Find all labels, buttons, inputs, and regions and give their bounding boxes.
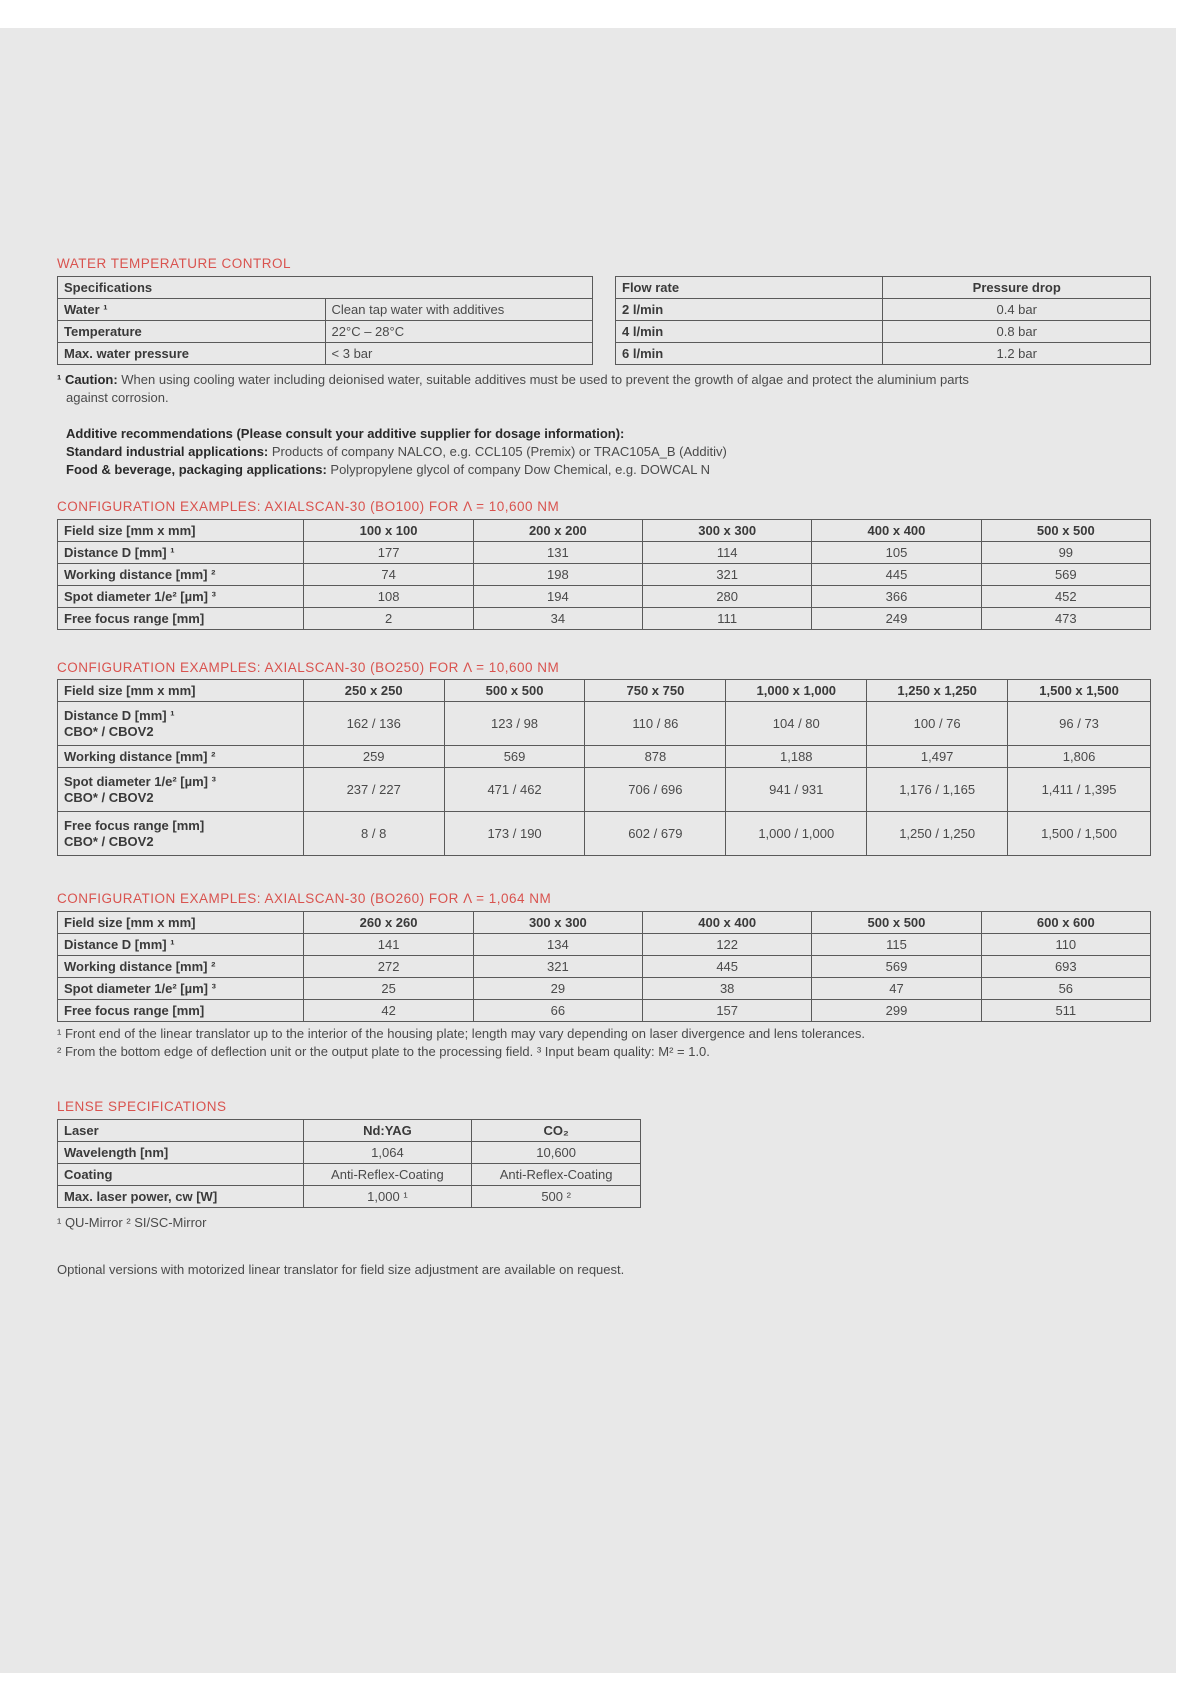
row-label: Spot diameter 1/e² [µm] ³ [58,586,304,608]
table-row [58,768,1151,812]
cell: 1,176 / 1,165 [867,768,1008,812]
flow-header: Flow rate [616,277,883,299]
water-flow-table [615,276,1151,365]
table-row [616,343,1151,365]
cell: 272 [304,956,473,978]
food-text: Polypropylene glycol of company Dow Chemical, e.g. DOWCAL N [326,462,710,477]
cell: 96 / 73 [1008,702,1151,746]
cell: 42 [304,1000,473,1022]
row-label [58,812,304,856]
bo250-section-title: CONFIGURATION EXAMPLES: AXIALSCAN-30 (BO250) FOR Λ = 10,600 NM [57,660,560,675]
row-label: 4 l/min [616,321,883,343]
cell: 47 [812,978,981,1000]
cell: 141 [304,934,473,956]
header-cell: 750 x 750 [585,680,726,702]
cell: 114 [643,542,812,564]
table-row [58,1164,641,1186]
cell: 445 [812,564,981,586]
industrial-label: Standard industrial applications: [66,444,269,459]
header-cell: Field size [mm x mm] [58,520,304,542]
table-row [58,343,593,365]
header-cell: 500 x 500 [812,912,981,934]
cell: 177 [304,542,473,564]
caution-note [57,371,1147,407]
cell: 1,250 / 1,250 [867,812,1008,856]
cell: 602 / 679 [585,812,726,856]
cell: 56 [981,978,1150,1000]
cell: 74 [304,564,473,586]
cell: 38 [643,978,812,1000]
header-cell: Nd:YAG [303,1120,472,1142]
cell: 10,600 [472,1142,641,1164]
cell: 99 [981,542,1150,564]
table-row [58,1000,1151,1022]
caution-label: ¹ Caution: [57,372,118,387]
header-cell: CO₂ [472,1120,641,1142]
water-section-title: WATER TEMPERATURE CONTROL [57,256,292,271]
footnote-1: ¹ Front end of the linear translator up to the interior of the housing plate; length may vary depending on laser divergence and lens tolerances. [57,1026,865,1041]
table-row [58,812,1151,856]
row-label: Distance D [mm] ¹ [58,934,304,956]
cell: 34 [473,608,642,630]
table-row [58,978,1151,1000]
water-specs-table [57,276,593,365]
cell: 299 [812,1000,981,1022]
row-label: Spot diameter 1/e² [µm] ³ [58,978,304,1000]
table-row [58,321,593,343]
cell: 280 [643,586,812,608]
cell: 131 [473,542,642,564]
lense-section-title: LENSE SPECIFICATIONS [57,1099,227,1114]
header-cell: 1,500 x 1,500 [1008,680,1151,702]
header-cell: 500 x 500 [981,520,1150,542]
cell: 0.4 bar [883,299,1151,321]
cell: 111 [643,608,812,630]
row-label: Working distance [mm] ² [58,746,304,768]
cell: 366 [812,586,981,608]
table-row [58,564,1151,586]
row-label: Working distance [mm] ² [58,564,304,586]
cell: 1,411 / 1,395 [1008,768,1151,812]
row-label: Working distance [mm] ² [58,956,304,978]
cell: 194 [473,586,642,608]
row-label: Coating [58,1164,304,1186]
cell: 511 [981,1000,1150,1022]
cell: 445 [643,956,812,978]
cell: 105 [812,542,981,564]
cell: 1,806 [1008,746,1151,768]
caution-text-cont: against corrosion. [66,390,169,405]
bo100-table [57,519,1151,630]
table-header-row [58,680,1151,702]
cell: 122 [643,934,812,956]
table-row [616,277,1151,299]
row-label-line2: CBO* / CBOV2 [64,723,154,739]
row-label: Wavelength [nm] [58,1142,304,1164]
cell: 110 [981,934,1150,956]
cell: 1,497 [867,746,1008,768]
row-label: Temperature [58,321,326,343]
lense-footnote: ¹ QU-Mirror ² SI/SC-Mirror [57,1215,207,1230]
table-row [58,1186,641,1208]
cell: 693 [981,956,1150,978]
row-label: Free focus range [mm] [58,608,304,630]
table-row [58,934,1151,956]
cell: 249 [812,608,981,630]
cell: 25 [304,978,473,1000]
cell: 1,188 [726,746,867,768]
table-row [58,608,1151,630]
header-cell: 400 x 400 [643,912,812,934]
additive-heading: Additive recommendations (Please consult your additive supplier for dosage information): [66,426,625,441]
cell: < 3 bar [325,343,592,365]
header-cell: Field size [mm x mm] [58,680,304,702]
row-label-line1: Distance D [mm] ¹ [64,707,175,723]
cell: 941 / 931 [726,768,867,812]
cell: 500 ² [472,1186,641,1208]
header-cell: 1,000 x 1,000 [726,680,867,702]
row-label [58,702,304,746]
bo260-table [57,911,1151,1022]
cell: 1.2 bar [883,343,1151,365]
pressure-header: Pressure drop [883,277,1151,299]
cell: 1,064 [303,1142,472,1164]
row-label-line2: CBO* / CBOV2 [64,833,154,849]
table-row [58,586,1151,608]
cell: 569 [981,564,1150,586]
cell: 173 / 190 [444,812,585,856]
cell: 115 [812,934,981,956]
header-cell: 400 x 400 [812,520,981,542]
cell: 198 [473,564,642,586]
header-cell: Field size [mm x mm] [58,912,304,934]
cell: 471 / 462 [444,768,585,812]
cell: 108 [304,586,473,608]
row-label: Free focus range [mm] [58,1000,304,1022]
table-header-row [58,1120,641,1142]
row-label-line1: Spot diameter 1/e² [µm] ³ [64,773,216,789]
bo260-footnotes [57,1025,1147,1061]
cell: 22°C – 28°C [325,321,592,343]
row-label: Distance D [mm] ¹ [58,542,304,564]
header-cell: 300 x 300 [473,912,642,934]
header-cell: 600 x 600 [981,912,1150,934]
bo260-section-title: CONFIGURATION EXAMPLES: AXIALSCAN-30 (BO260) FOR Λ = 1,064 NM [57,891,552,906]
header-cell: 100 x 100 [304,520,473,542]
cell: 1,000 / 1,000 [726,812,867,856]
bo250-table [57,679,1151,856]
bo100-section-title: CONFIGURATION EXAMPLES: AXIALSCAN-30 (BO100) FOR Λ = 10,600 NM [57,499,560,514]
header-cell: 260 x 260 [304,912,473,934]
cell: 2 [304,608,473,630]
cell: 1,500 / 1,500 [1008,812,1151,856]
table-row [58,746,1151,768]
row-label-line2: CBO* / CBOV2 [64,789,154,805]
row-label [58,768,304,812]
cell: 569 [444,746,585,768]
cell: 8 / 8 [303,812,444,856]
table-row [616,299,1151,321]
table-row [58,702,1151,746]
table-row [58,542,1151,564]
cell: 110 / 86 [585,702,726,746]
row-label: Water ¹ [58,299,326,321]
cell: 162 / 136 [303,702,444,746]
cell: 157 [643,1000,812,1022]
cell: 66 [473,1000,642,1022]
cell: 0.8 bar [883,321,1151,343]
food-label: Food & beverage, packaging applications: [66,462,327,477]
header-cell: 200 x 200 [473,520,642,542]
row-label: Max. laser power, cw [W] [58,1186,304,1208]
cell: 100 / 76 [867,702,1008,746]
industrial-text: Products of company NALCO, e.g. CCL105 (Premix) or TRAC105A_B (Additiv) [268,444,727,459]
cell: 134 [473,934,642,956]
header-cell: 1,250 x 1,250 [867,680,1008,702]
row-label: Max. water pressure [58,343,326,365]
cell: 706 / 696 [585,768,726,812]
cell: 123 / 98 [444,702,585,746]
caution-text: When using cooling water including deionised water, suitable additives must be used to prevent the growth of algae and protect the aluminium parts [117,372,969,387]
cell: 237 / 227 [303,768,444,812]
row-label: 6 l/min [616,343,883,365]
footnote-2: ² From the bottom edge of deflection unit or the output plate to the processing field. ³ Input beam quality: M² = 1.0. [57,1044,710,1059]
table-row [58,1142,641,1164]
table-header-row [58,520,1151,542]
closing-note: Optional versions with motorized linear translator for field size adjustment are available on request. [57,1262,625,1277]
specs-header: Specifications [58,277,593,299]
cell: 473 [981,608,1150,630]
row-label-line1: Free focus range [mm] [64,817,205,833]
header-cell: 300 x 300 [643,520,812,542]
cell: 104 / 80 [726,702,867,746]
header-cell: 250 x 250 [303,680,444,702]
cell: 321 [473,956,642,978]
table-row [616,321,1151,343]
table-row [58,956,1151,978]
cell: Anti-Reflex-Coating [472,1164,641,1186]
cell: 569 [812,956,981,978]
lense-table [57,1119,641,1208]
table-header-row [58,912,1151,934]
cell: 452 [981,586,1150,608]
cell: 321 [643,564,812,586]
cell: 878 [585,746,726,768]
table-row [58,299,593,321]
cell: 259 [303,746,444,768]
header-cell: Laser [58,1120,304,1142]
row-label: 2 l/min [616,299,883,321]
header-cell: 500 x 500 [444,680,585,702]
cell: Anti-Reflex-Coating [303,1164,472,1186]
cell: 29 [473,978,642,1000]
cell: 1,000 ¹ [303,1186,472,1208]
cell: Clean tap water with additives [325,299,592,321]
table-row [58,277,593,299]
additive-recommendations [66,425,1146,479]
